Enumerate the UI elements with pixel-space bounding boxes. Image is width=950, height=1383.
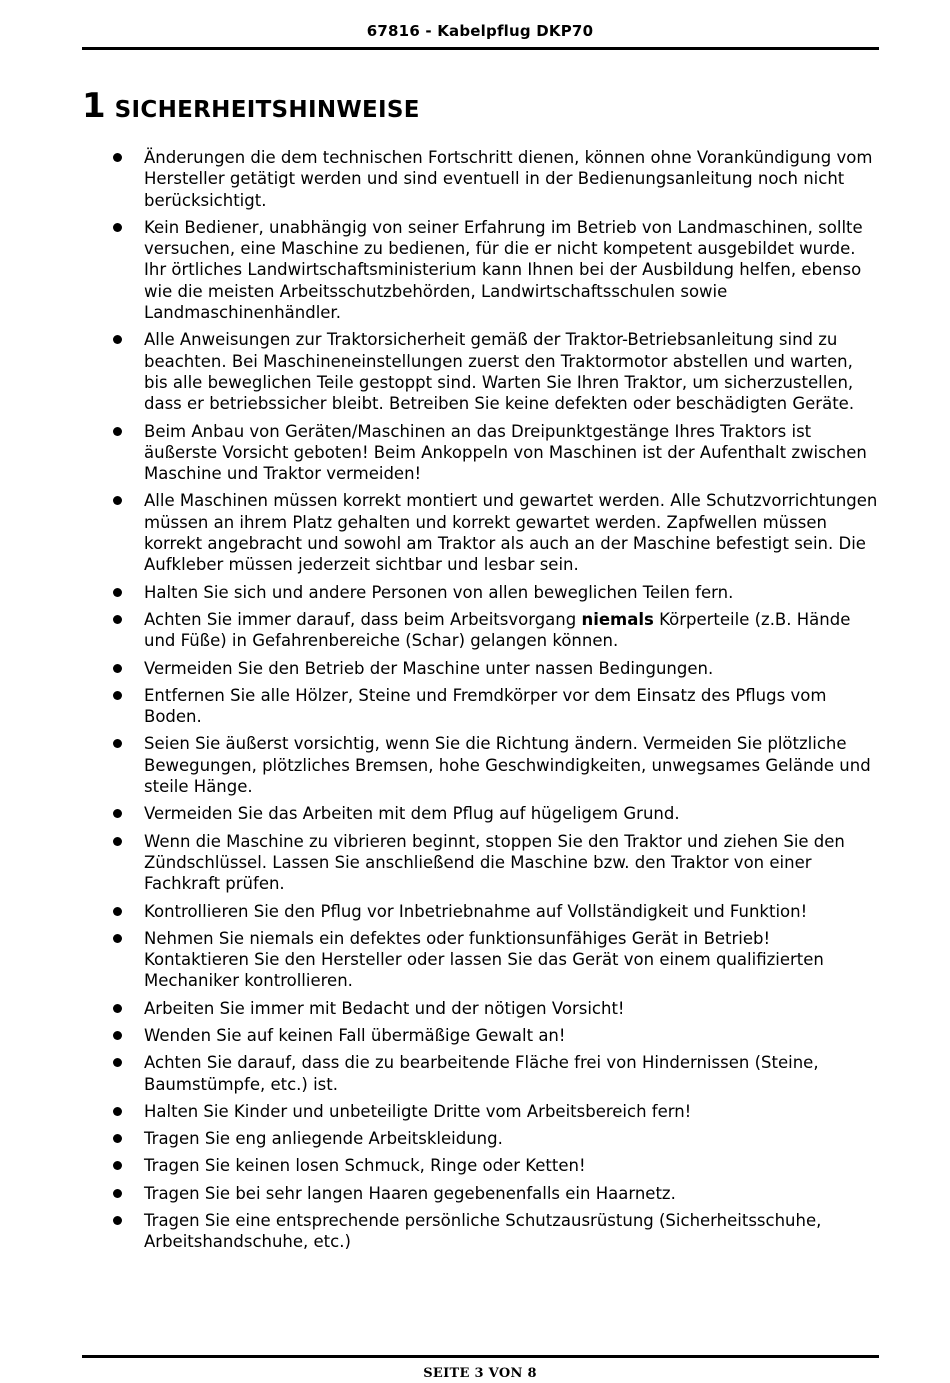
list-item <box>82 1052 878 1095</box>
list-item <box>82 803 878 824</box>
bullet-icon <box>113 1161 122 1170</box>
bullet-icon <box>113 496 122 505</box>
list-item <box>82 901 878 922</box>
list-item <box>82 609 878 652</box>
list-item <box>82 1101 878 1122</box>
list-item <box>82 421 878 485</box>
list-item <box>82 928 878 992</box>
list-item-text: Tragen Sie keinen losen Schmuck, Ringe oder Ketten! <box>144 1156 586 1176</box>
list-item <box>82 147 878 211</box>
list-item <box>82 685 878 728</box>
list-item-text: Seien Sie äußerst vorsichtig, wenn Sie die Richtung ändern. Vermeiden Sie plötzliche Bewegungen, plötzliches Bremsen, hohe Geschwindigkeiten, unwegsames Gelände und steile Hänge. <box>144 734 871 797</box>
list-item <box>82 658 878 679</box>
list-item-text: Tragen Sie bei sehr langen Haaren gegebenenfalls ein Haarnetz. <box>144 1183 676 1203</box>
bullet-icon <box>113 615 122 624</box>
list-item-text: Alle Anweisungen zur Traktorsicherheit gemäß der Traktor-Betriebsanleitung sind zu beachten. Bei Maschineneinstellungen zuerst den Traktormotor abstellen und warten, bis alle beweglichen Teile gestoppt sind. Warten Sie Ihren Traktor, um sicherzustellen, dass er betriebssicher bleibt. Betreiben Sie keine defekten oder beschädigten Geräte. <box>144 330 855 414</box>
list-item-text: Beim Anbau von Geräten/Maschinen an das Dreipunktgestänge Ihres Traktors ist äußerste Vorsicht geboten! Beim Ankoppeln von Maschinen ist der Aufenthalt zwischen Maschine und Traktor vermeiden! <box>144 421 867 484</box>
list-item-text: Wenn die Maschine zu vibrieren beginnt, stoppen Sie den Traktor und ziehen Sie den Zündschlüssel. Lassen Sie anschließend die Maschine bzw. den Traktor von einer Fachkraft prüfen. <box>144 831 845 894</box>
list-item <box>82 217 878 323</box>
list-item <box>82 329 878 414</box>
footer-rule <box>82 1355 879 1358</box>
bullet-icon <box>113 223 122 232</box>
bullet-icon <box>113 1134 122 1143</box>
bullet-icon <box>113 739 122 748</box>
bullet-icon <box>113 1058 122 1067</box>
section-title: SICHERHEITSHINWEISE <box>114 97 420 123</box>
bullet-icon <box>113 1189 122 1198</box>
emphasis-text: niemals <box>581 609 654 629</box>
bullet-icon <box>113 1216 122 1225</box>
bullet-icon <box>113 1004 122 1013</box>
list-item <box>82 998 878 1019</box>
list-item-text-before: Achten Sie immer darauf, dass beim Arbeitsvorgang <box>144 609 582 629</box>
list-item <box>82 1155 878 1176</box>
list-item-text: Kein Bediener, unabhängig von seiner Erfahrung im Betrieb von Landmaschinen, sollte versuchen, eine Maschine zu bedienen, für die er nicht kompetent ausgebildet wurde. Ihr örtliches Landwirtschaftsministerium kann Ihnen bei der Ausbildung helfen, ebenso wie die meisten Arbeitsschutzbehörden, Landwirtschaftsschulen sowie Landmaschinenhändler. <box>144 217 863 323</box>
list-item <box>82 582 878 603</box>
list-item-text: Vermeiden Sie das Arbeiten mit dem Pflug auf hügeligem Grund. <box>144 804 680 824</box>
bullet-icon <box>113 907 122 916</box>
list-item-text: Tragen Sie eine entsprechende persönliche Schutzausrüstung (Sicherheitsschuhe, Arbeitshandschuhe, etc.) <box>144 1211 822 1252</box>
bullet-icon <box>113 934 122 943</box>
list-item-text: Achten Sie darauf, dass die zu bearbeitende Fläche frei von Hindernissen (Steine, Baumstümpfe, etc.) ist. <box>144 1053 819 1094</box>
list-item-text <box>144 610 850 650</box>
section-number: 1 <box>82 86 106 126</box>
list-item-text: Halten Sie sich und andere Personen von allen beweglichen Teilen fern. <box>144 582 734 602</box>
header-rule <box>82 47 879 50</box>
list-item-text-after: Körperteile (z.B. Hände und Füße) in Gefahrenbereiche (Schar) gelangen können. <box>144 609 851 651</box>
list-item <box>82 733 878 797</box>
bullet-icon <box>113 335 122 344</box>
bullet-icon <box>113 427 122 436</box>
list-item <box>82 490 878 575</box>
list-item-text: Alle Maschinen müssen korrekt montiert und gewartet werden. Alle Schutzvorrichtungen müssen an ihrem Platz gehalten und korrekt gewartet werden. Zapfwellen müssen korrekt angebracht und sowohl am Traktor als auch an der Maschine befestigt sein. Die Aufkleber müssen jederzeit sichtbar und lesbar sein. <box>144 491 878 575</box>
page-header-title: 67816 - Kabelpflug DKP70 <box>366 22 594 40</box>
bullet-icon <box>113 1031 122 1040</box>
list-item-text: Entfernen Sie alle Hölzer, Steine und Fremdkörper vor dem Einsatz des Pflugs vom Boden. <box>144 685 827 727</box>
list-item-text: Arbeiten Sie immer mit Bedacht und der nötigen Vorsicht! <box>144 998 625 1018</box>
bullet-icon <box>113 691 122 700</box>
list-item-text: Wenden Sie auf keinen Fall übermäßige Gewalt an! <box>144 1025 566 1045</box>
list-item-text: Änderungen die dem technischen Fortschritt dienen, können ohne Vorankündigung vom Hersteller getätigt werden und sind eventuell in der Bedienungsanleitung noch nicht berücksichtigt. <box>144 148 873 210</box>
bullet-icon <box>113 837 122 846</box>
list-item <box>82 1128 878 1149</box>
list-item-text: Vermeiden Sie den Betrieb der Maschine unter nassen Bedingungen. <box>144 658 714 678</box>
bullet-icon <box>113 664 122 673</box>
list-item-text: Nehmen Sie niemals ein defektes oder funktionsunfähiges Gerät in Betrieb! Kontaktieren Sie den Hersteller oder lassen Sie das Gerät von einem qualifizierten Mechaniker kontrollieren. <box>144 928 824 991</box>
page-number: SEITE 3 VON 8 <box>423 1366 537 1381</box>
bullet-icon <box>113 1107 122 1116</box>
list-item-text: Halten Sie Kinder und unbeteiligte Dritte vom Arbeitsbereich fern! <box>144 1101 692 1121</box>
bullet-icon <box>113 153 122 162</box>
list-item-text: Tragen Sie eng anliegende Arbeitskleidung. <box>144 1129 503 1149</box>
list-item-text: Kontrollieren Sie den Pflug vor Inbetriebnahme auf Vollständigkeit und Funktion! <box>144 901 808 921</box>
bullet-icon <box>113 809 122 818</box>
list-item <box>82 1025 878 1046</box>
safety-instructions-list <box>82 147 878 1259</box>
bullet-icon <box>113 588 122 597</box>
list-item <box>82 1210 878 1253</box>
section-heading <box>82 86 420 126</box>
list-item <box>82 831 878 895</box>
list-item <box>82 1183 878 1204</box>
